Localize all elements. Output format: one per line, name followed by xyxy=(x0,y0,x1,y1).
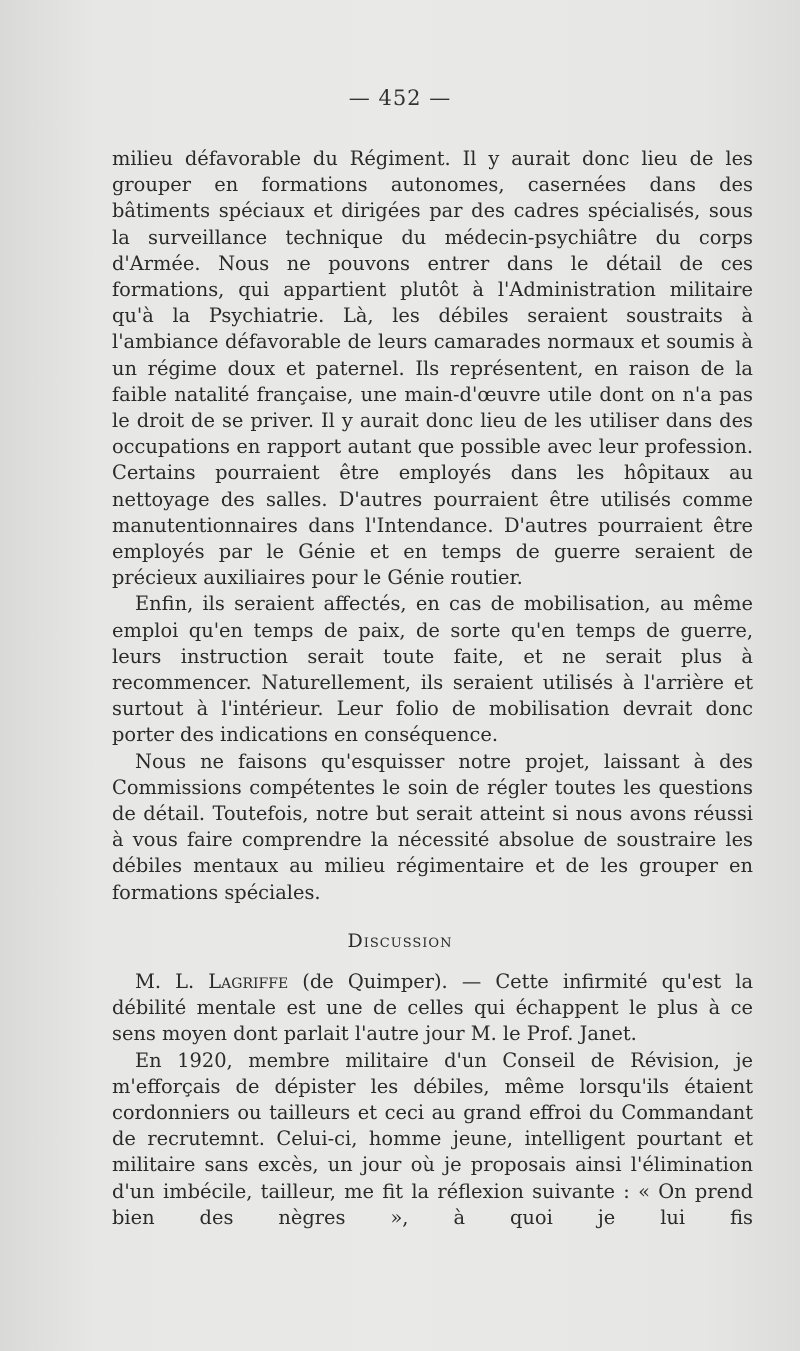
section-heading xyxy=(0,930,800,952)
section-heading-text: Discussion xyxy=(347,930,453,952)
speaker-prefix: M. L. xyxy=(135,970,209,993)
speaker-name: Lagriffe xyxy=(208,970,289,993)
page-number: — 452 — xyxy=(348,86,452,110)
discussion-text xyxy=(112,969,753,1231)
paragraph: Enfin, ils seraient affectés, en cas de mobilisation, au même emploi qu'en temps de paix, de sorte qu'en temps de guerre, leurs instruction serait toute faite, et ne serait plus à recommencer. Naturellement, ils seraient utilisés à l'arrière et surtout à l'intérieur. Leur folio de mobilisation devrait donc porter des indications en conséquence. xyxy=(112,592,753,747)
paragraph-text: (de Quimper). — Cette infirmité qu'est la débilité mentale est une de celles qui échappent le plus à ce sens moyen dont parlait l'autre jour M. le Prof. Janet. xyxy=(112,970,754,1046)
paragraph xyxy=(112,969,753,1048)
paragraph: En 1920, membre militaire d'un Conseil de Révision, je m'efforçais de dépister les débiles, même lorsqu'ils étaient cordonniers ou tailleurs et ceci au grand effroi du Commandant de recrutemnt. Celui-ci, homme jeune, intelligent pourtant et militaire sans excès, un jour où je proposais ainsi l'élimination d'un imbécile, tailleur, me fit la réflexion suivante : « On prend bien des nègres », à quoi je lui fis xyxy=(112,1048,753,1229)
paragraph: Nous ne faisons qu'esquisser notre projet, laissant à des Commissions compétentes le soin de régler toutes les questions de détail. Toutefois, notre but serait atteint si nous avons réussi à vous faire comprendre la nécessité absolue de soustraire les débiles mentaux au milieu régimentaire et de les grouper en formations spéciales. xyxy=(112,749,753,904)
body-text xyxy=(112,146,753,906)
paragraph: milieu défavorable du Régiment. Il y aurait donc lieu de les grouper en formations autonomes, casernées dans des bâtiments spéciaux et dirigées par des cadres spécialisés, sous la surveillance technique du médecin-psychiâtre du corps d'Armée. Nous ne pouvons entrer dans le détail de ces formations, qui appartient plutôt à l'Administration militaire qu'à la Psychiatrie. Là, les débiles seraient soustraits à l'ambiance défavorable de leurs camarades normaux et soumis à un régime doux et paternel. Ils représentent, en raison de la faible natalité française, une main-d'œuvre utile dont on n'a pas le droit de se priver. Il y aurait donc lieu de les utiliser dans des occupations en rapport autant que possible avec leur profession. Certains pourraient être employés dans les hôpitaux au nettoyage des salles. D'autres pourraient être utilisés comme manutentionnaires dans l'Intendance. D'autres pourraient être employés par le Génie et en temps de guerre seraient de précieux auxiliaires pour le Génie routier. xyxy=(112,147,753,590)
